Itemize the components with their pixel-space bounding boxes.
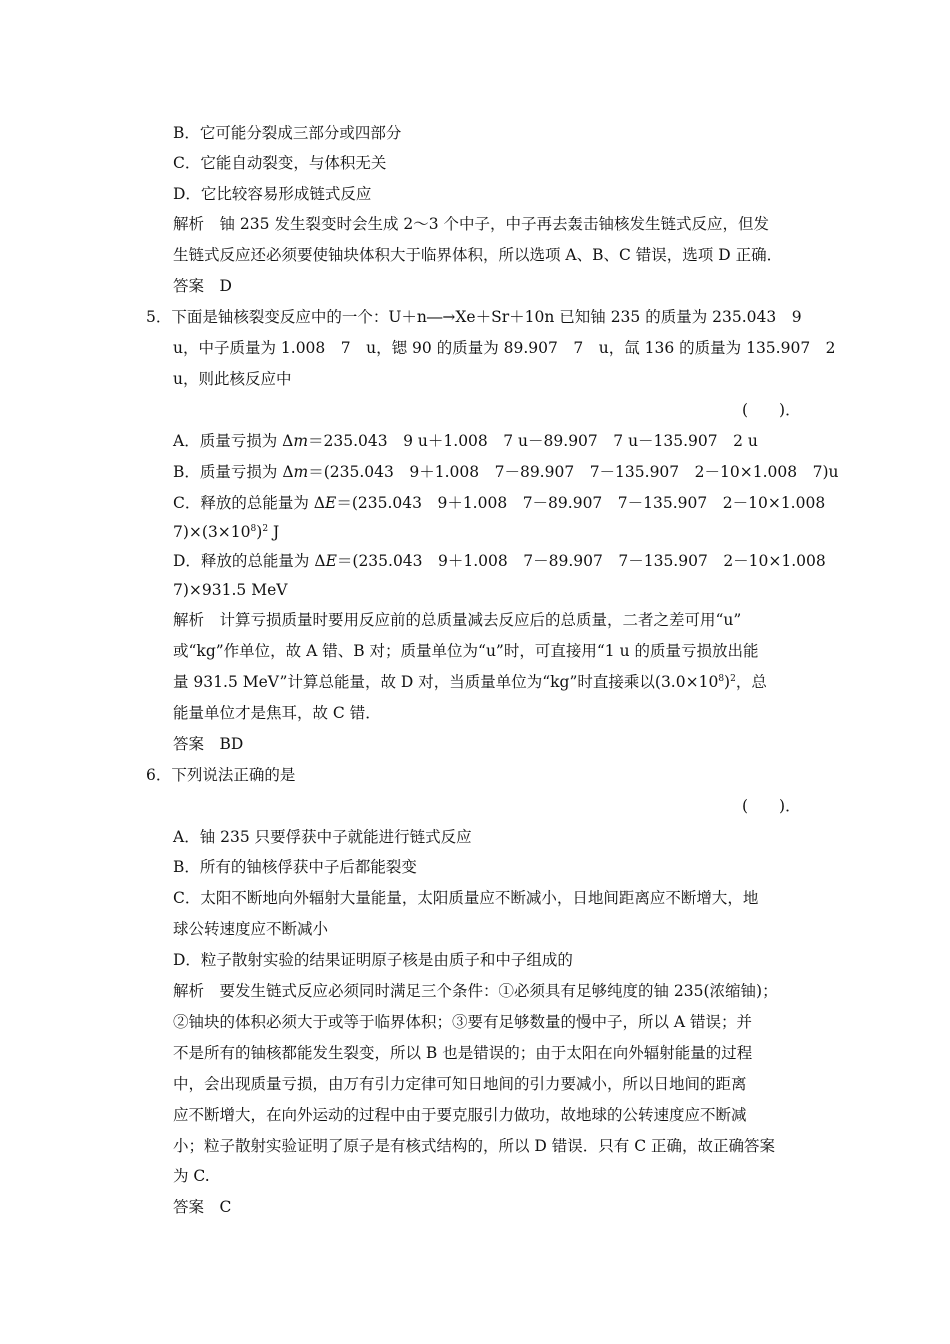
q5-option-d-variable: E (325, 552, 337, 570)
q5-option-a-prefix: A．质量亏损为 Δ (173, 432, 294, 450)
q5-explanation-line-3 (173, 672, 767, 692)
q5-stem-line-2: u，中子质量为 1.008 7 u，锶 90 的质量为 89.907 7 u，氙 136 的质量为 135.907 2 (173, 339, 836, 357)
q6-option-c-line-2: 球公转速度应不断减小 (173, 920, 329, 938)
q5-option-c-text: ＝(235.043 9＋1.008 7－89.907 7－135.907 2－10×1.008 (336, 494, 826, 512)
q6-option-c-line-1: C．太阳不断地向外辐射大量能量，太阳质量应不断减小，日地间距离应不断增大，地 (173, 889, 759, 907)
q5-option-d (173, 551, 826, 571)
q5-option-c (173, 493, 825, 513)
q6-answer: 答案 C (173, 1198, 232, 1216)
q5-option-c-continued (173, 522, 279, 542)
q5-stem-line-1: 5．下面是铀核裂变反应中的一个：U＋n―→Xe＋Sr＋10n 已知铀 235 的质量为 235.043 9 (146, 308, 802, 326)
q5-option-c-variable: E (324, 494, 337, 512)
q5-explanation-3-exponent: 8 (718, 674, 725, 684)
q6-explanation-line-4: 中，会出现质量亏损，由万有引力定律可知日地间的引力要减小，所以日地间的距离 (173, 1075, 747, 1093)
q6-explanation-line-7: 为 C. (173, 1167, 210, 1185)
q4-explanation-line-2: 生链式反应还必须要使铀块体积大于临界体积，所以选项 A、B、C 错误，选项 D 正确． (173, 246, 783, 264)
q5-option-d-continued: 7)×931.5 MeV (173, 581, 288, 599)
q6-answer-parentheses: ( )． (742, 797, 801, 815)
q4-option-d: D．它比较容易形成链式反应 (173, 185, 372, 203)
q5-option-c-prefix: C．释放的总能量为 Δ (173, 494, 325, 512)
q5-explanation-3-close: ) (724, 673, 731, 691)
q6-explanation-line-3: 不是所有的铀核都能发生裂变，所以 B 也是错误的；由于太阳在向外辐射能量的过程 (173, 1044, 753, 1062)
q6-option-a: A．铀 235 只要俘获中子就能进行链式反应 (173, 828, 472, 846)
q5-option-b-variable: m (293, 463, 309, 481)
q5-option-a-text: ＝235.043 9 u＋1.008 7 u－89.907 7 u－135.907 2 u (308, 432, 758, 450)
q6-stem: 6．下列说法正确的是 (146, 766, 296, 784)
q5-option-b-prefix: B．质量亏损为 Δ (173, 463, 294, 481)
q5-option-d-text: ＝(235.043 9＋1.008 7－89.907 7－135.907 2－10×1.008 (336, 552, 826, 570)
q5-option-a-variable: m (293, 432, 309, 450)
q5-option-c2-exponent: 8 (250, 524, 257, 534)
q6-explanation-line-5: 应不断增大，在向外运动的过程中由于要克服引力做功，故地球的公转速度应不断减 (173, 1106, 747, 1124)
q5-option-d-prefix: D．释放的总能量为 Δ (173, 552, 326, 570)
q5-option-a (173, 431, 758, 451)
q5-option-b (173, 462, 839, 482)
q6-option-b: B．所有的铀核俘获中子后都能裂变 (173, 858, 417, 876)
q5-explanation-line-4: 能量单位才是焦耳，故 C 错． (173, 704, 381, 722)
q5-explanation-3-prefix: 量 931.5 MeV”计算总能量，故 D 对，当质量单位为“kg”时直接乘以(3.0×10 (173, 673, 719, 691)
q5-stem-line-3: u，则此核反应中 (173, 370, 292, 388)
q5-explanation-3-exponent-2: 2 (730, 674, 736, 684)
q5-option-c2-prefix: 7)×(3×10 (173, 523, 251, 541)
q5-answer: 答案 BD (173, 735, 244, 753)
q4-option-b: B．它可能分裂成三部分或四部分 (173, 124, 402, 142)
q5-option-c2-exponent-2: 2 (262, 524, 269, 534)
q5-explanation-3-suffix: ，总 (735, 673, 767, 691)
q5-explanation-line-2: 或“kg”作单位，故 A 错、B 对；质量单位为“u”时，可直接用“1 u 的质量亏损放出能 (173, 642, 759, 660)
q4-option-c: C．它能自动裂变，与体积无关 (173, 154, 387, 172)
q4-explanation-line-1: 解析 铀 235 发生裂变时会生成 2～3 个中子，中子再去轰击铀核发生链式反应，但发 (173, 215, 770, 233)
q5-option-c2-close: ) (256, 523, 263, 541)
q6-explanation-line-1: 解析 要发生链式反应必须同时满足三个条件：①必须具有足够纯度的铀 235(浓缩铀)； (173, 982, 778, 1000)
q6-explanation-line-2: ②铀块的体积必须大于或等于临界体积；③要有足够数量的慢中子，所以 A 错误；并 (173, 1013, 753, 1031)
q6-explanation-line-6: 小；粒子散射实验证明了原子是有核式结构的，所以 D 错误．只有 C 正确，故正确答案 (173, 1137, 775, 1155)
q5-option-b-text: ＝(235.043 9＋1.008 7－89.907 7－135.907 2－10×1.008 7)u (308, 463, 839, 481)
q6-option-d: D．粒子散射实验的结果证明原子核是由质子和中子组成的 (173, 951, 573, 969)
q5-explanation-line-1: 解析 计算亏损质量时要用反应前的总质量减去反应后的总质量，二者之差可用“u” (173, 611, 742, 629)
q4-answer: 答案 D (173, 277, 232, 295)
q5-answer-parentheses: ( )． (742, 401, 801, 419)
q5-option-c2-unit: J (268, 523, 280, 541)
